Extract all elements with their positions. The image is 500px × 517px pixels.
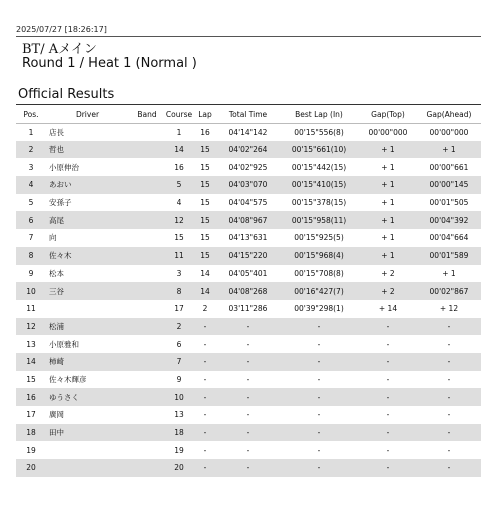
table-row (16, 211, 481, 229)
cell-total-time: 04'02"925 (228, 162, 268, 172)
cell-lap: 16 (200, 127, 210, 137)
table-row (16, 318, 481, 336)
table-row (16, 441, 481, 459)
cell-gap-top: - (386, 374, 390, 384)
cell-best-lap: - (279, 424, 359, 442)
cell-driver (46, 300, 129, 318)
section-title: Official Results (18, 87, 115, 102)
cell-gap-top: - (386, 445, 390, 455)
cell-pos: 2 (16, 141, 46, 159)
cell-gap-ahead: - (447, 339, 451, 349)
cell-pos: 18 (16, 424, 46, 442)
cell-best-lap: 00'15"968(4) (279, 247, 359, 265)
cell-gap-top: + 1 (381, 233, 395, 243)
cell-total-time: - (217, 318, 279, 336)
cell-total-time: - (246, 410, 250, 420)
cell-gap-ahead: - (417, 388, 481, 406)
cell-best-lap: 00'15"708(8) (294, 268, 344, 278)
cell-pos: 15 (26, 374, 36, 384)
cell-band (129, 265, 165, 283)
cell-total-time: - (217, 388, 279, 406)
cell-pos: 1 (28, 127, 34, 137)
cell-pos: 12 (16, 318, 46, 336)
cell-gap-ahead: 00'01"589 (417, 247, 481, 265)
cell-lap: - (193, 388, 217, 406)
table-row (16, 282, 481, 300)
cell-best-lap: 00'16"427(7) (279, 282, 359, 300)
cell-total-time: - (217, 424, 279, 442)
cell-driver: 佐々木輝彦 (49, 374, 87, 384)
column-header-gap-top: Gap(Top) (359, 106, 417, 123)
cell-best-lap: 00'15"556(8) (294, 127, 344, 137)
cell-band (129, 194, 165, 212)
cell-gap-top: 00'00"000 (368, 127, 408, 137)
cell-band (129, 211, 165, 229)
cell-pos: 7 (28, 233, 34, 243)
cell-best-lap: 00'15"378(15) (291, 198, 347, 208)
cell-driver: 小原伸治 (49, 162, 79, 172)
table-row (16, 335, 481, 353)
cell-total-time: 04'03"070 (217, 176, 279, 194)
cell-gap-top: + 14 (378, 304, 398, 314)
results-table (16, 106, 481, 477)
cell-total-time: 04'15"220 (217, 247, 279, 265)
cell-total-time: 04'13"631 (228, 233, 268, 243)
cell-lap: 14 (193, 282, 217, 300)
cell-course: 15 (174, 233, 184, 243)
cell-band (129, 441, 165, 459)
cell-driver: 店長 (49, 127, 64, 137)
cell-driver: あおい (46, 176, 129, 194)
table-header-row (16, 106, 481, 123)
cell-pos: 6 (16, 211, 46, 229)
cell-best-lap: - (317, 410, 321, 420)
cell-pos: 5 (28, 198, 34, 208)
cell-lap: - (203, 374, 207, 384)
cell-course: 1 (176, 127, 182, 137)
column-header-course: Course (165, 106, 193, 123)
cell-course: 10 (165, 388, 193, 406)
cell-gap-ahead: 00'04"392 (417, 211, 481, 229)
cell-band (129, 318, 165, 336)
cell-pos: 11 (26, 304, 36, 314)
cell-band (129, 406, 165, 424)
cell-pos: 13 (26, 339, 36, 349)
cell-gap-ahead: 00'02"867 (417, 282, 481, 300)
cell-best-lap: - (279, 353, 359, 371)
cell-pos: 14 (16, 353, 46, 371)
cell-best-lap: - (279, 388, 359, 406)
cell-best-lap: - (317, 445, 321, 455)
section-divider (16, 104, 481, 105)
cell-gap-ahead: - (447, 445, 451, 455)
table-row (16, 406, 481, 424)
cell-gap-top: - (359, 459, 417, 477)
cell-pos: 16 (16, 388, 46, 406)
cell-driver: 小原雅和 (49, 339, 79, 349)
cell-gap-ahead: - (417, 459, 481, 477)
cell-total-time: - (246, 445, 250, 455)
cell-gap-top: - (386, 410, 390, 420)
cell-gap-ahead: - (417, 353, 481, 371)
cell-gap-top: + 2 (359, 282, 417, 300)
cell-best-lap: 00'15"410(15) (279, 176, 359, 194)
cell-gap-top: + 1 (359, 247, 417, 265)
cell-band (129, 282, 165, 300)
cell-band (129, 123, 165, 141)
cell-course: 8 (165, 282, 193, 300)
table-row (16, 353, 481, 371)
cell-driver: 廣岡 (49, 410, 64, 420)
cell-gap-top: - (359, 424, 417, 442)
table-row (16, 123, 481, 141)
cell-course: 17 (174, 304, 184, 314)
cell-driver: 佐々木 (46, 247, 129, 265)
cell-pos: 3 (28, 162, 34, 172)
cell-best-lap: - (279, 318, 359, 336)
table-row (16, 229, 481, 247)
cell-driver: 向 (49, 233, 57, 243)
event-title: BT/ Aメイン (22, 42, 97, 57)
cell-gap-top: - (359, 353, 417, 371)
cell-course: 2 (165, 318, 193, 336)
cell-gap-ahead: 00'04"664 (429, 233, 469, 243)
cell-total-time: - (246, 374, 250, 384)
cell-course: 16 (174, 162, 184, 172)
cell-gap-ahead: 00'00"661 (429, 162, 469, 172)
table-row (16, 388, 481, 406)
cell-course: 7 (165, 353, 193, 371)
cell-total-time: 04'14"142 (228, 127, 268, 137)
cell-course: 12 (165, 211, 193, 229)
cell-gap-ahead: 00'00"000 (429, 127, 469, 137)
cell-band (129, 388, 165, 406)
cell-total-time: - (217, 459, 279, 477)
cell-best-lap: 00'15"925(5) (294, 233, 344, 243)
cell-lap: - (203, 410, 207, 420)
column-header-gap-ahead: Gap(Ahead) (417, 106, 481, 123)
table-row (16, 300, 481, 318)
cell-lap: 2 (202, 304, 208, 314)
cell-best-lap: 00'15"442(15) (291, 162, 347, 172)
cell-gap-ahead: + 1 (417, 141, 481, 159)
cell-total-time: 04'04"575 (228, 198, 268, 208)
table-row (16, 371, 481, 389)
cell-lap: - (193, 318, 217, 336)
cell-best-lap: - (317, 374, 321, 384)
cell-course: 20 (165, 459, 193, 477)
column-header-pos: Pos. (16, 106, 46, 123)
cell-driver: 田中 (46, 424, 129, 442)
cell-pos: 10 (16, 282, 46, 300)
column-header-total-time: Total Time (217, 106, 279, 123)
cell-band (129, 335, 165, 353)
cell-best-lap: 00'39"298(1) (294, 304, 344, 314)
cell-gap-top: + 1 (359, 141, 417, 159)
cell-pos: 17 (26, 410, 36, 420)
cell-driver: 柿崎 (46, 353, 129, 371)
cell-lap: 15 (193, 211, 217, 229)
cell-total-time: 04'02"264 (217, 141, 279, 159)
cell-gap-top: + 1 (359, 211, 417, 229)
cell-gap-top: + 1 (381, 198, 395, 208)
print-timestamp: 2025/07/27 [18:26:17] (16, 25, 107, 34)
cell-best-lap: 00'15"958(11) (279, 211, 359, 229)
cell-band (129, 176, 165, 194)
cell-course: 18 (165, 424, 193, 442)
header-divider (16, 36, 481, 37)
cell-lap: 15 (193, 176, 217, 194)
cell-lap: 15 (193, 247, 217, 265)
cell-band (129, 353, 165, 371)
cell-best-lap: - (317, 339, 321, 349)
cell-driver (46, 459, 129, 477)
table-row (16, 158, 481, 176)
cell-pos: 4 (16, 176, 46, 194)
cell-band (129, 371, 165, 389)
table-row (16, 141, 481, 159)
cell-lap: 15 (200, 162, 210, 172)
cell-lap: - (203, 445, 207, 455)
cell-gap-top: - (359, 388, 417, 406)
cell-gap-ahead: - (417, 424, 481, 442)
cell-gap-ahead: - (417, 318, 481, 336)
cell-gap-ahead: - (447, 374, 451, 384)
column-header-driver: Driver (46, 106, 129, 123)
cell-driver: 高尾 (46, 211, 129, 229)
cell-band (129, 247, 165, 265)
cell-driver: 三谷 (46, 282, 129, 300)
cell-gap-ahead: + 12 (439, 304, 459, 314)
cell-total-time: - (246, 339, 250, 349)
cell-band (129, 459, 165, 477)
cell-pos: 8 (16, 247, 46, 265)
cell-best-lap: 00'15"661(10) (279, 141, 359, 159)
cell-total-time: 04'08"268 (217, 282, 279, 300)
cell-total-time: 03'11"286 (228, 304, 268, 314)
cell-lap: - (203, 339, 207, 349)
column-header-best-lap: Best Lap (In) (279, 106, 359, 123)
cell-course: 5 (165, 176, 193, 194)
cell-band (129, 229, 165, 247)
cell-gap-ahead: 00'01"505 (429, 198, 469, 208)
cell-lap: 14 (200, 268, 210, 278)
cell-band (129, 424, 165, 442)
cell-course: 4 (176, 198, 182, 208)
cell-driver (46, 441, 129, 459)
cell-driver: 哲也 (46, 141, 129, 159)
table-row (16, 194, 481, 212)
cell-gap-ahead: - (447, 410, 451, 420)
column-header-lap: Lap (193, 106, 217, 123)
table-row (16, 247, 481, 265)
cell-gap-top: - (386, 339, 390, 349)
cell-band (129, 141, 165, 159)
table-row (16, 265, 481, 283)
cell-lap: - (193, 424, 217, 442)
round-title: Round 1 / Heat 1 (Normal ) (22, 56, 197, 71)
cell-pos: 9 (28, 268, 34, 278)
cell-lap: 15 (193, 141, 217, 159)
cell-lap: 15 (200, 198, 210, 208)
cell-driver: 安孫子 (49, 198, 72, 208)
table-row (16, 424, 481, 442)
cell-gap-top: + 1 (381, 162, 395, 172)
cell-band (129, 158, 165, 176)
cell-pos: 19 (26, 445, 36, 455)
column-header-band: Band (129, 106, 165, 123)
cell-best-lap: - (279, 459, 359, 477)
cell-course: 3 (176, 268, 182, 278)
cell-course: 11 (165, 247, 193, 265)
cell-total-time: 04'05"401 (228, 268, 268, 278)
cell-driver: ゆうさく (46, 388, 129, 406)
cell-gap-ahead: 00'00"145 (417, 176, 481, 194)
cell-gap-top: + 1 (359, 176, 417, 194)
cell-gap-ahead: + 1 (442, 268, 456, 278)
cell-pos: 20 (16, 459, 46, 477)
results-body (16, 123, 481, 477)
cell-course: 13 (174, 410, 184, 420)
cell-course: 14 (165, 141, 193, 159)
cell-band (129, 300, 165, 318)
cell-lap: - (193, 353, 217, 371)
cell-gap-top: - (359, 318, 417, 336)
cell-lap: 15 (200, 233, 210, 243)
table-row (16, 459, 481, 477)
cell-course: 9 (176, 374, 182, 384)
cell-total-time: - (217, 353, 279, 371)
cell-driver: 松本 (49, 268, 64, 278)
cell-course: 19 (174, 445, 184, 455)
cell-driver: 松浦 (46, 318, 129, 336)
cell-course: 6 (176, 339, 182, 349)
cell-gap-top: + 2 (381, 268, 395, 278)
table-row (16, 176, 481, 194)
cell-lap: - (193, 459, 217, 477)
cell-total-time: 04'08"967 (217, 211, 279, 229)
